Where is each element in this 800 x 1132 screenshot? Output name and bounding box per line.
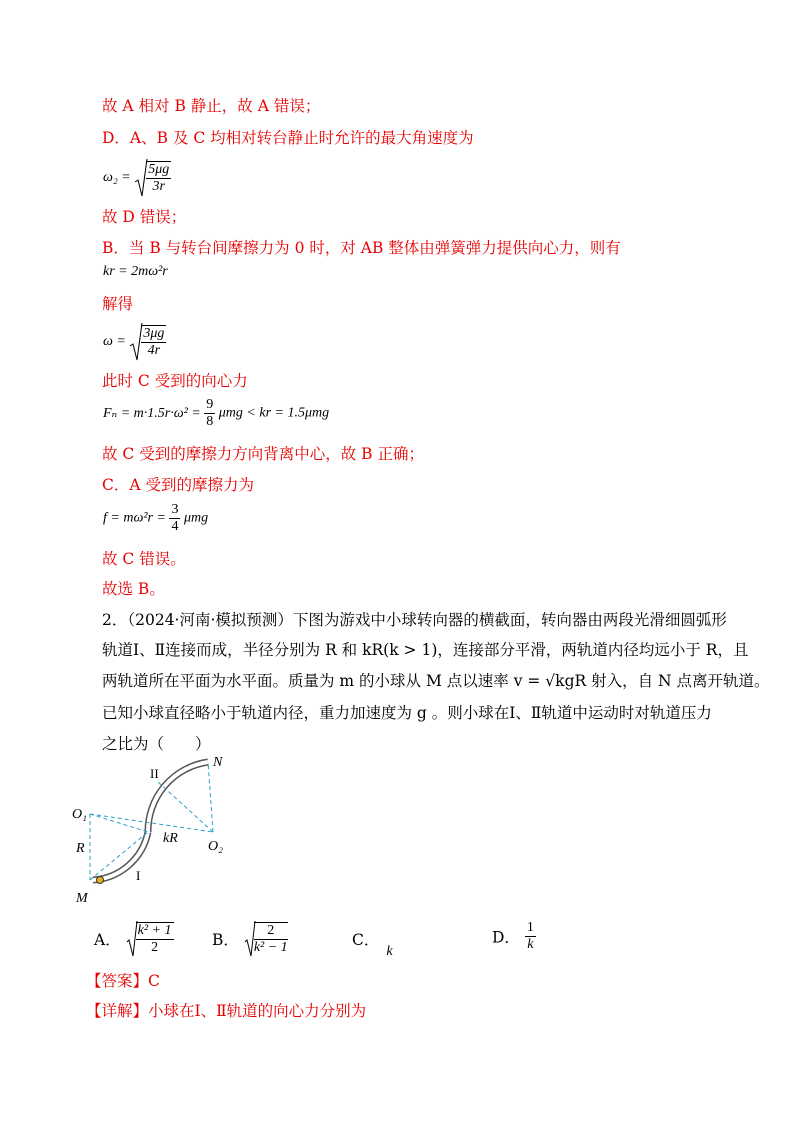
question-line-2: 轨道Ⅰ、Ⅱ连接而成，半径分别为 R 和 kR(k > 1)，连接部分平滑，两轨道内径均远小于 R，且	[102, 641, 749, 659]
option-d-label: D．	[492, 928, 520, 947]
option-d[interactable]	[492, 920, 536, 953]
text-line-1: 故 A 相对 B 静止，故 A 错误；	[102, 97, 321, 115]
detail-tag: 【详解】	[86, 1002, 149, 1020]
fraction-num: 3	[171, 502, 179, 517]
answer-line	[86, 970, 160, 992]
label-track-i: I	[136, 868, 141, 883]
answer-value: C	[148, 972, 160, 990]
ball	[97, 877, 104, 884]
fraction-den: k² − 1	[253, 940, 288, 955]
formula-fn	[103, 397, 329, 430]
formula-omega-lhs: ω =	[103, 334, 126, 349]
detail-line	[86, 1000, 366, 1022]
option-c[interactable]	[352, 928, 393, 959]
text-line-8: C．A 受到的摩擦力为	[102, 476, 254, 494]
option-b[interactable]	[212, 920, 288, 958]
fraction-den: k	[527, 937, 534, 952]
question-line-5: 之比为（ ）	[102, 735, 211, 753]
text-line-2: D．A、B 及 C 均相对转台静止时允许的最大角速度为	[102, 129, 474, 147]
label-n: N	[213, 755, 223, 770]
answer-tag: 【答案】	[86, 972, 149, 990]
fraction-9-8	[204, 397, 215, 430]
text-line-4: B．当 B 与转台间摩擦力为 0 时，对 AB 整体由弹簧弹力提供向心力，则有	[102, 239, 621, 257]
fraction-num: 2	[254, 923, 288, 940]
fraction-num: 9	[206, 397, 214, 412]
text-line-10: 故选 B。	[102, 580, 165, 598]
option-b-fraction	[254, 922, 288, 956]
question-line-4: 已知小球直径略小于轨道内径，重力加速度为 g 。则小球在Ⅰ、Ⅱ轨道中运动时对轨道压力	[102, 704, 712, 722]
label-o2: O₂	[208, 839, 223, 854]
fraction-3-4	[169, 502, 180, 535]
text-line-7: 故 C 受到的摩擦力方向背离中心，故 B 正确；	[102, 445, 424, 463]
formula-f-lhs: f = mω²r =	[103, 510, 166, 526]
option-a-label: A．	[94, 931, 121, 949]
label-m: M	[76, 891, 88, 906]
fraction-omega2	[146, 161, 171, 195]
fraction-num: 3μg	[143, 326, 165, 341]
fraction-den: 4	[171, 519, 179, 534]
text-line-3: 故 D 错误；	[102, 208, 187, 226]
formula-omega	[103, 322, 166, 362]
formula-fn-rhs: μmg < kr = 1.5μmg	[218, 405, 330, 421]
option-b-label: B．	[212, 931, 239, 949]
option-d-fraction	[525, 920, 536, 953]
question-line-3: 两轨道所在平面为水平面。质量为 m 的小球从 M 点以速率 v = √kgR 射入，自 N 点离开轨道。	[102, 672, 770, 690]
text-line-6: 此时 C 受到的向心力	[102, 372, 248, 390]
formula-f	[103, 502, 208, 535]
option-c-value: k	[386, 944, 393, 959]
fraction-num: k² + 1	[137, 923, 172, 938]
fraction-omega	[141, 325, 166, 359]
formula-f-rhs: μmg	[183, 510, 209, 526]
text-line-9: 故 C 错误。	[102, 550, 186, 568]
fraction-den: 8	[206, 414, 214, 429]
detail-text: 小球在Ⅰ、Ⅱ轨道的向心力分别为	[148, 1002, 367, 1020]
fraction-den: 3r	[152, 179, 165, 194]
formula-kr: kr = 2mω²r	[103, 264, 168, 279]
option-c-label: C．	[352, 931, 380, 949]
label-r: R	[76, 841, 85, 856]
text-line-5: 解得	[102, 295, 134, 313]
fraction-den: 4r	[147, 343, 161, 358]
label-o1: O₁	[72, 807, 87, 822]
label-kr: kR	[163, 831, 178, 846]
question-line-1: 2．（2024·河南·模拟预测）下图为游戏中小球转向器的横截面，转向器由两段光滑细圆弧形	[102, 611, 727, 629]
fraction-num: 5μg	[148, 162, 170, 177]
formula-omega2-lhs: ω₂ =	[103, 170, 131, 185]
formula-omega2	[103, 158, 171, 198]
option-a-fraction	[136, 922, 174, 956]
fraction-num: 1	[526, 920, 534, 935]
ball-turner-diagram	[68, 752, 248, 912]
formula-fn-lhs: Fₙ = m·1.5r·ω² =	[103, 406, 201, 421]
label-track-ii: II	[150, 766, 159, 781]
option-a[interactable]	[94, 920, 174, 958]
fraction-den: 2	[151, 940, 159, 955]
